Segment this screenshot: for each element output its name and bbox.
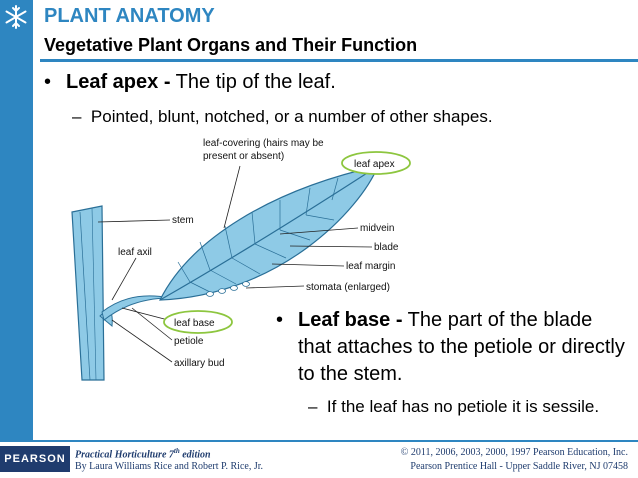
stem-shape xyxy=(72,206,104,380)
dash-marker: – xyxy=(72,107,82,126)
bullet-term: Leaf apex - xyxy=(66,71,171,93)
label-blade: blade xyxy=(374,242,399,253)
sub-bullet-leaf-base xyxy=(308,398,608,416)
bullet-marker: • xyxy=(276,309,284,331)
dash-marker: – xyxy=(308,397,318,416)
book-title-text: Practical Horticulture 7 xyxy=(75,449,174,461)
snowflake-icon xyxy=(3,4,29,30)
sub-bullet-leaf-apex xyxy=(72,107,493,127)
left-accent-bar xyxy=(0,0,33,478)
label-axillary-bud: axillary bud xyxy=(174,358,225,369)
bullet-text: The part of the blade that attaches to the petiole or directly to the stem. xyxy=(298,309,625,385)
bullet-leaf-base xyxy=(276,307,631,388)
sub-bullet-text: Pointed, blunt, notched, or a number of other shapes. xyxy=(90,107,493,126)
label-leaf-covering-1: leaf-covering (hairs may be xyxy=(203,138,324,149)
bullet-leaf-apex xyxy=(44,71,336,94)
slide-subtitle: Vegetative Plant Organs and Their Function xyxy=(44,35,418,55)
footer-publisher: Pearson Prentice Hall - Upper Saddle River, NJ 07458 xyxy=(410,461,628,472)
bullet-term: Leaf base - xyxy=(298,309,403,331)
label-leaf-base: leaf base xyxy=(174,318,215,329)
edition-word: edition xyxy=(179,449,211,461)
footer-book-title xyxy=(75,447,211,460)
label-leaf-axil: leaf axil xyxy=(118,247,152,258)
footer-authors: By Laura Williams Rice and Robert P. Rice, Jr. xyxy=(75,461,263,472)
slide-title: PLANT ANATOMY xyxy=(44,5,215,27)
leaf-blade-shape xyxy=(160,166,378,300)
bullet-marker: • xyxy=(44,71,52,93)
footer-copyright: © 2011, 2006, 2003, 2000, 1997 Pearson Education, Inc. xyxy=(400,447,628,458)
pearson-logo: PEARSON xyxy=(0,446,70,472)
label-leaf-covering-2: present or absent) xyxy=(203,151,285,162)
label-leaf-apex: leaf apex xyxy=(354,159,395,170)
title-divider xyxy=(40,59,638,62)
label-stem: stem xyxy=(172,215,194,226)
label-petiole: petiole xyxy=(174,336,204,347)
bullet-text: The tip of the leaf. xyxy=(170,71,336,93)
label-stomata: stomata (enlarged) xyxy=(306,282,390,293)
label-midvein: midvein xyxy=(360,223,395,234)
sub-bullet-text: If the leaf has no petiole it is sessile. xyxy=(326,397,600,416)
label-leaf-margin: leaf margin xyxy=(346,261,396,272)
edition-superscript: th xyxy=(173,447,180,455)
